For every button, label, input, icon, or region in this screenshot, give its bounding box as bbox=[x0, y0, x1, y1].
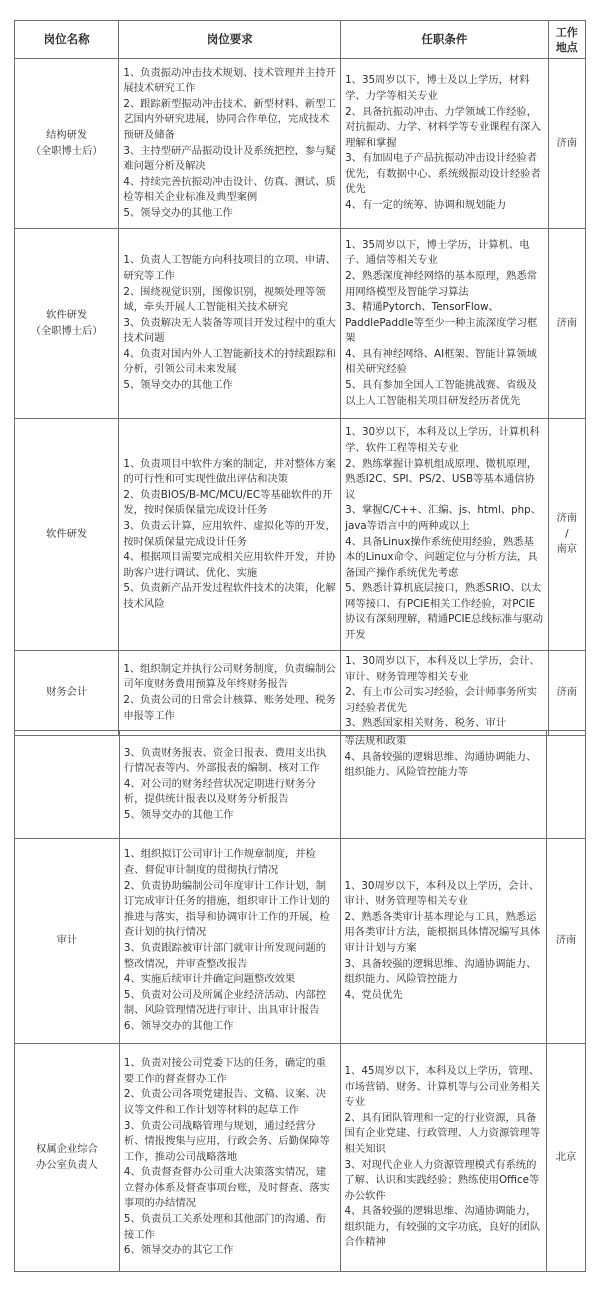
header-requirements: 任职条件 bbox=[341, 21, 549, 59]
job-duties: 1、负责项目中软件方案的制定，并对整体方案的可行性和可实现性做出评估和决策 2、负责BIOS/B-MC/MCU/EC等基础软件的开发，按时保质保量完成设计任务 3、负责云计算，应用软件、虚拟化等的开发，按时保质保量完成设计任务 4、根据项目需要完成相关应用软件开发，并协助客户进行调试、优化、实施 5、负责新产品开发过程软件技术的决策，化解技术风险 bbox=[123, 457, 336, 610]
header-location: 工作地点 bbox=[548, 21, 585, 59]
position-name: 审计 bbox=[56, 934, 78, 947]
position-name: 结构研发 （全职博士后） bbox=[30, 128, 103, 157]
table-row bbox=[15, 419, 586, 651]
position-name: 权属企业综合 办公室负责人 bbox=[36, 1142, 98, 1171]
position-name: 财务会计 bbox=[46, 686, 88, 699]
job-duties: 1、负责对接公司党委下达的任务，确定的重要工作的督查督办工作 2、负责公司各项党建报告、文稿、议案、决议等文件和工作计划等材料的起草工作 3、负责公司战略管理与规划，通过经营分析、情报搜集与应用，行政会务、后勤保障等工作，推动公司战略落地 4、负责督查督办公司重大决策落实情况，建立督办体系及督查事项台账，及时督查、落实事项的办结情况 5、负责员工关系处理和其他部门的沟通、衔接工作 6、领导交办的其它工作 bbox=[123, 1057, 330, 1257]
job-duties: 1、负责振动冲击技术规划、技术管理并主持开展技术研究工作 2、跟踪新型振动冲击技术、新型材料、新型工艺国内外研究进展，协同合作单位，完成技术预研及储备 3、主持型研产品振动设计及系统把控，参与疑难问题分析及解决 4、持续完善抗振动冲击设计、仿真、测试、质检等相关企业标准及典型案例 5、领导交办的其他工作 bbox=[123, 66, 336, 219]
header-position: 岗位名称 bbox=[15, 21, 119, 59]
position-name: 软件研发 bbox=[46, 527, 88, 540]
work-location: 济南 bbox=[555, 934, 577, 947]
table-row bbox=[15, 839, 586, 1044]
table-row bbox=[15, 651, 586, 736]
job-requirements: 等法规和政策 4、具备较强的逻辑思维、沟通协调能力、组织能力、风险管控能力等 bbox=[344, 735, 537, 779]
table-header-row bbox=[15, 21, 586, 59]
job-requirements: 1、35周岁以下，博士及以上学历，材料学、力学等相关专业 2、具备抗振动冲击、力学领域工作经验，对抗振动、力学、材料学等专业课程有深入理解和掌握 3、有加固电子产品抗振动冲击设计经验者优先，有数据中心、系统级振动设计经验者优先 4、有一定的统筹、协调和规划能力 bbox=[345, 74, 541, 212]
job-duties: 1、组织制定并执行公司财务制度，负责编制公司年度财务费用预算及年终财务报告 2、负责公司的日常会计核算、账务处理、税务申报等工作 bbox=[123, 662, 336, 722]
position-name: 软件研发 （全职博士后） bbox=[30, 308, 103, 337]
job-requirements: 1、35周岁以下，博士学历，计算机、电子、通信等相关专业 2、熟悉深度神经网络的基本原理，熟悉常用网络模型及智能学习算法 3、精通Pytorch、TensorFlow、PaddlePaddle等至少一种主流深度学习框架 4、具有神经网络、AI框架、智能计算领域相关研究经验 5、具有参加全国人工智能挑战赛、省级及以上人工智能相关项目研发经历者优先 bbox=[345, 238, 538, 407]
work-location: 北京 bbox=[555, 1150, 577, 1163]
job-duties: 1、组织拟订公司审计工作规章制度，并检查、督促审计制度的贯彻执行情况 2、负责协助编制公司年度审计工作计划，制订完成审计任务的措施，组织审计工作计划的推进与落实，指导和协调审计工作的开展，检查计划的执行情况 3、负责跟踪被审计部门就审计所发现问题的整改情况，并审查整改报告 4、实施后续审计并确定问题整改效果 5、负责对公司及所属企业经济活动、内部控制、风险管理情况进行审计、出具审计报告 6、领导交办的其他工作 bbox=[123, 848, 330, 1032]
table-row bbox=[15, 229, 586, 419]
work-location: 济南 bbox=[556, 316, 578, 329]
work-location: 济南 bbox=[556, 136, 578, 149]
job-duties: 3、负责财务报表、资金日报表、费用支出执行情况表等内、外部报表的编制、核对工作 4、对公司的财务经营状况定期进行财务分析，提供统计报表以及财务分析报告 5、领导交办的其他工作 bbox=[123, 746, 327, 821]
job-requirements: 1、30周岁以下，本科及以上学历，会计、审计、财务管理等相关专业 2、有上市公司实习经验，会计师事务所实习经验者优先 3、熟悉国家相关财务、税务、审计 bbox=[345, 655, 540, 730]
job-requirements: 1、30周岁以下，本科及以上学历，会计、审计、财务管理等相关专业 2、熟悉各类审计基本理论与工具，熟悉运用各类审计方法，能根据具体情况编写具体审计计划与方案 3、具备较强的逻辑思维、沟通协调能力、组织能力、风险管控能力 4、党员优先 bbox=[344, 879, 541, 1001]
job-table-part2 bbox=[14, 730, 586, 1272]
header-duties: 岗位要求 bbox=[119, 21, 341, 59]
table-row bbox=[15, 59, 586, 229]
job-requirements: 1、45周岁以下，本科及以上学历，管理、市场营销、财务、计算机等与公司业务相关专业 2、具有团队管理和一定的行业资源，具备国有企业党建、行政管理、人力资源管理等相关知识 3、对现代企业人力资源管理模式有系统的了解、认识和实践经验；熟练使用Office等办公软件 4、具备较强的逻辑思维、沟通协调能力，组织能力，有较强的文字功底，良好的团队合作精神 bbox=[344, 1064, 541, 1249]
job-duties: 1、负责人工智能方向科技项目的立项、申请、研究等工作 2、围绕视觉识别，图像识别，视频处理等领域，牵头开展人工智能相关技术研究 3、负责解决无人装备等项目开发过程中的重大技术问题 4、负责对国内外人工智能新技术的持续跟踪和分析，引领公司未来发展 5、领导交办的其他工作 bbox=[123, 254, 336, 392]
table-row bbox=[15, 1044, 586, 1272]
work-location: 济南 / 南京 bbox=[556, 512, 578, 556]
job-table-part1 bbox=[14, 20, 586, 736]
table-row bbox=[15, 731, 586, 839]
job-requirements: 1、30岁以下，本科及以上学历，计算机科学、软件工程等相关专业 2、熟练掌握计算机组成原理、微机原理，熟悉I2C、SPI、PS/2、USB等基本通信协议 3、掌握C/C++、汇编、js、html、php、java等语言中的两种或以上 4、具备Linux操作系统使用经验，熟悉基本的Linux命令、问题定位与分析方法，具备国产操作系统优先考虑 5、熟悉计算机底层接口，熟悉SRIO、以太网等接口、有PCIE相关工作经验，对PCIE协议有深刻理解，精通PCIE总线标准与驱动开发 bbox=[345, 426, 544, 642]
work-location: 济南 bbox=[556, 686, 578, 699]
